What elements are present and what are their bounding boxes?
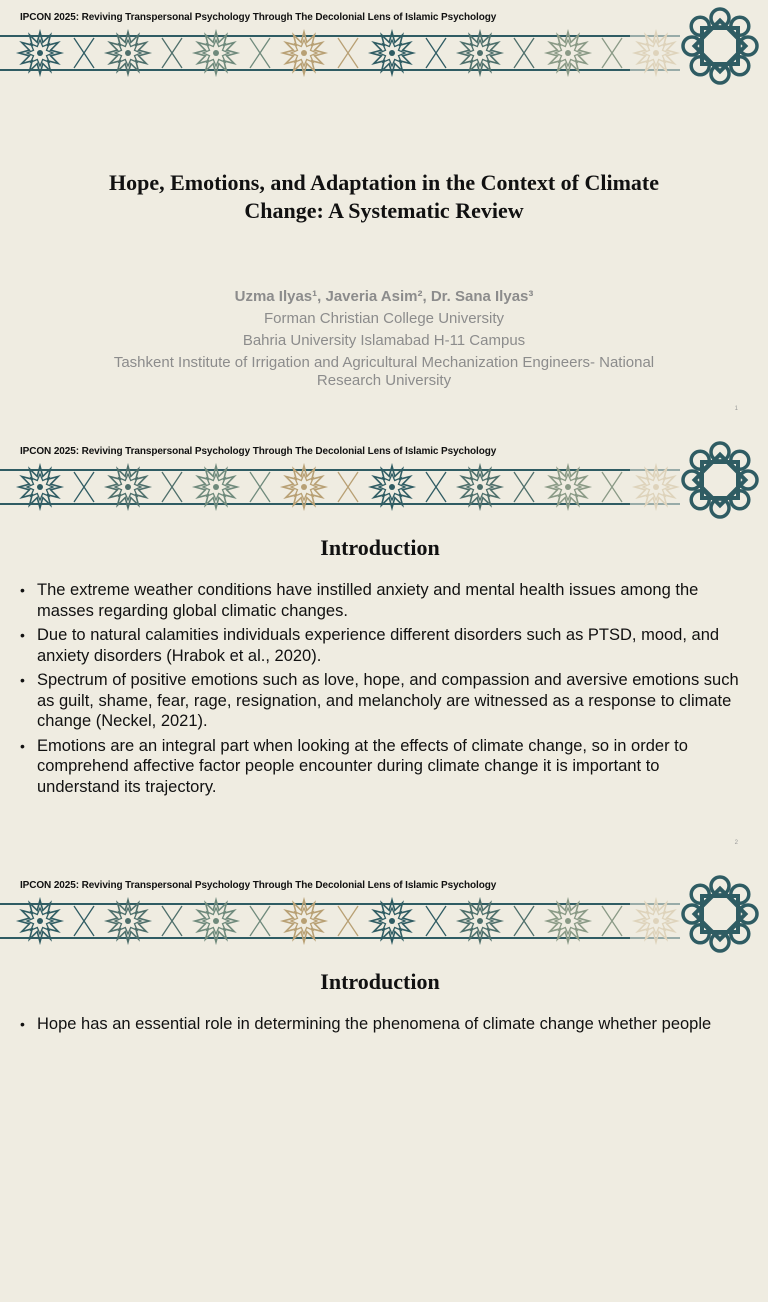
bullet-list (20, 1014, 745, 1039)
star-ornament (547, 32, 622, 74)
bullet-icon: • (20, 627, 25, 643)
eight-point-star-icon (678, 4, 762, 88)
star-ornament (371, 466, 446, 508)
list-item (20, 625, 745, 666)
star-ornament (195, 900, 270, 942)
star-ornament (107, 900, 182, 942)
decorative-band (0, 462, 680, 512)
star-ornament (19, 900, 94, 942)
author-block (84, 286, 684, 390)
author-names: Uzma Ilyas¹, Javeria Asim², Dr. Sana Ilyas³ (234, 288, 534, 305)
page-number: 1 (734, 406, 738, 412)
list-item (20, 736, 745, 798)
list-item (20, 580, 745, 621)
bullet-text: Due to natural calamities individuals experience different disorders such as PTSD, mood, and anxiety disorders (Hrabok et al., 2020). (37, 626, 720, 665)
bullet-text: Hope has an essential role in determining the phenomena of climate change whether people (37, 1015, 712, 1033)
star-ornament (283, 900, 358, 942)
bullet-icon: • (20, 1016, 25, 1032)
decorative-band (0, 896, 680, 946)
decorative-band (0, 28, 680, 78)
star-ornament (19, 466, 94, 508)
list-item (20, 1014, 745, 1035)
star-ornament (107, 466, 182, 508)
star-ornament (19, 32, 94, 74)
bullet-icon: • (20, 672, 25, 688)
slide-1 (0, 0, 768, 434)
star-ornament (547, 900, 622, 942)
conference-header: IPCON 2025: Reviving Transpersonal Psychology Through The Decolonial Lens of Islamic Psychology (20, 880, 497, 891)
star-ornament (371, 900, 446, 942)
affiliation-1: Forman Christian College University (263, 310, 505, 327)
star-ornament (195, 466, 270, 508)
star-ornament (371, 32, 446, 74)
bullet-text: Emotions are an integral part when looking at the effects of climate change, so in order to comprehend affective factor people encounter during climate change it is important to understand its trajectory. (37, 736, 688, 796)
affiliation-3: Tashkent Institute of Irrigation and Agricultural Mechanization Engineers- National Research University (113, 354, 655, 389)
slide-title: Hope, Emotions, and Adaptation in the Context of Climate Change: A Systematic Review (108, 170, 660, 223)
star-ornament (283, 32, 358, 74)
section-heading: Introduction (320, 535, 440, 560)
slide-3 (0, 868, 768, 1302)
list-item (20, 670, 745, 732)
affiliation-2: Bahria University Islamabad H-11 Campus (242, 332, 526, 349)
eight-point-star-icon (678, 872, 762, 956)
star-ornament (195, 32, 270, 74)
slide-2 (0, 434, 768, 868)
star-ornament (459, 32, 534, 74)
star-ornament (283, 466, 358, 508)
bullet-text: The extreme weather conditions have instilled anxiety and mental health issues among the masses regarding global climatic changes. (37, 581, 699, 620)
bullet-icon: • (20, 737, 25, 754)
bullet-icon: • (20, 582, 25, 598)
bullet-text: Spectrum of positive emotions such as love, hope, and compassion and aversive emotions such as guilt, shame, fear, rage, resignation, and melancholy are witnessed as a response to climate change (Neckel, 2021). (37, 671, 739, 730)
page-number: 2 (734, 840, 738, 846)
section-heading: Introduction (320, 969, 440, 994)
star-ornament (547, 466, 622, 508)
star-ornament (107, 32, 182, 74)
conference-header: IPCON 2025: Reviving Transpersonal Psychology Through The Decolonial Lens of Islamic Psychology (20, 446, 497, 457)
bullet-list (20, 580, 745, 801)
star-ornament (459, 900, 534, 942)
star-ornament (459, 466, 534, 508)
eight-point-star-icon (678, 438, 762, 522)
conference-header: IPCON 2025: Reviving Transpersonal Psychology Through The Decolonial Lens of Islamic Psychology (20, 12, 497, 23)
